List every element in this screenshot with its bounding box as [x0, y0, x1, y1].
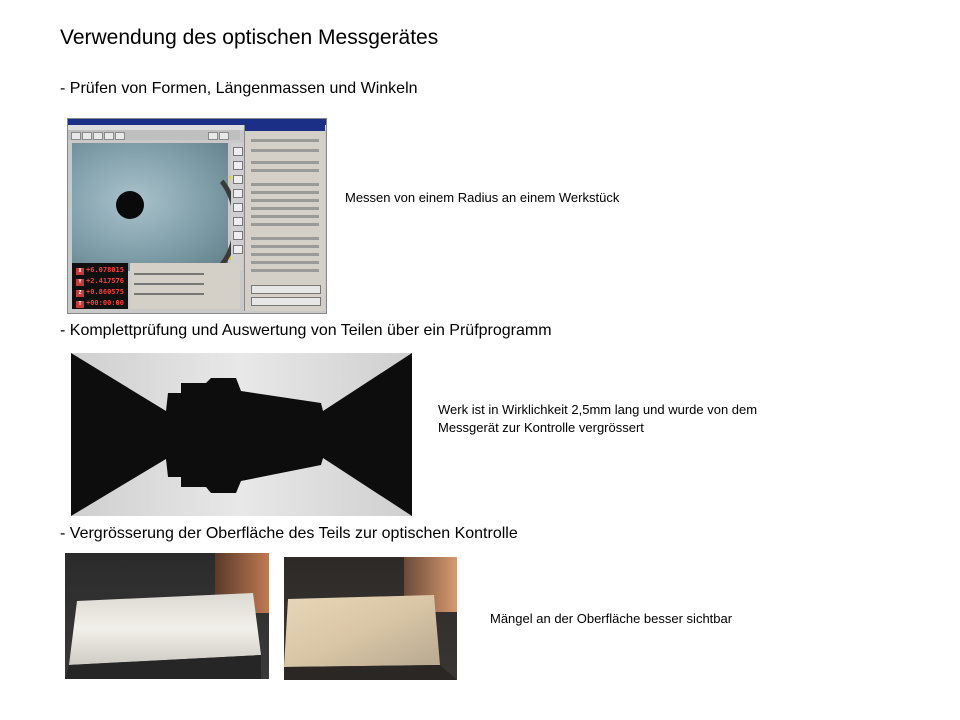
section-heading-form-check: - Prüfen von Formen, Längenmassen und Winkeln [60, 80, 418, 97]
toolbar [68, 130, 240, 140]
section-heading-program-check: - Komplettprüfung und Auswertung von Teilen über ein Prüfprogramm [60, 322, 552, 339]
measuring-software-screenshot [67, 118, 327, 314]
section-heading-surface-magnification: - Vergrösserung der Oberfläche des Teils zur optischen Kontrolle [60, 525, 518, 542]
readout-line: Y +2.417576 [76, 277, 124, 286]
step-dialog-panel [244, 125, 325, 311]
readout-line: X +6.078015 [76, 266, 124, 275]
page-title: Verwendung des optischen Messgerätes [60, 26, 439, 49]
surface-photo-2 [284, 557, 457, 680]
edge-settings-panel [130, 263, 240, 309]
workpiece-hole [116, 191, 144, 219]
camera-view [72, 143, 228, 271]
caption-surface-defects: Mängel an der Oberfläche besser sichtbar [490, 611, 733, 626]
part-silhouette-image [71, 353, 412, 516]
caption-radius: Messen von einem Radius an einem Werkstück [345, 190, 620, 205]
readout-line: Z +0.860575 [76, 288, 124, 297]
surface-photo-1 [65, 553, 269, 679]
caption-magnified-part: Werk ist in Wirklichkeit 2,5mm lang und wurde von dem Messgerät zur Kontrolle vergrössert [438, 402, 758, 435]
position-readout [72, 263, 128, 309]
readout-line: T +00:00:00 [76, 299, 124, 308]
tool-strip [231, 143, 243, 271]
